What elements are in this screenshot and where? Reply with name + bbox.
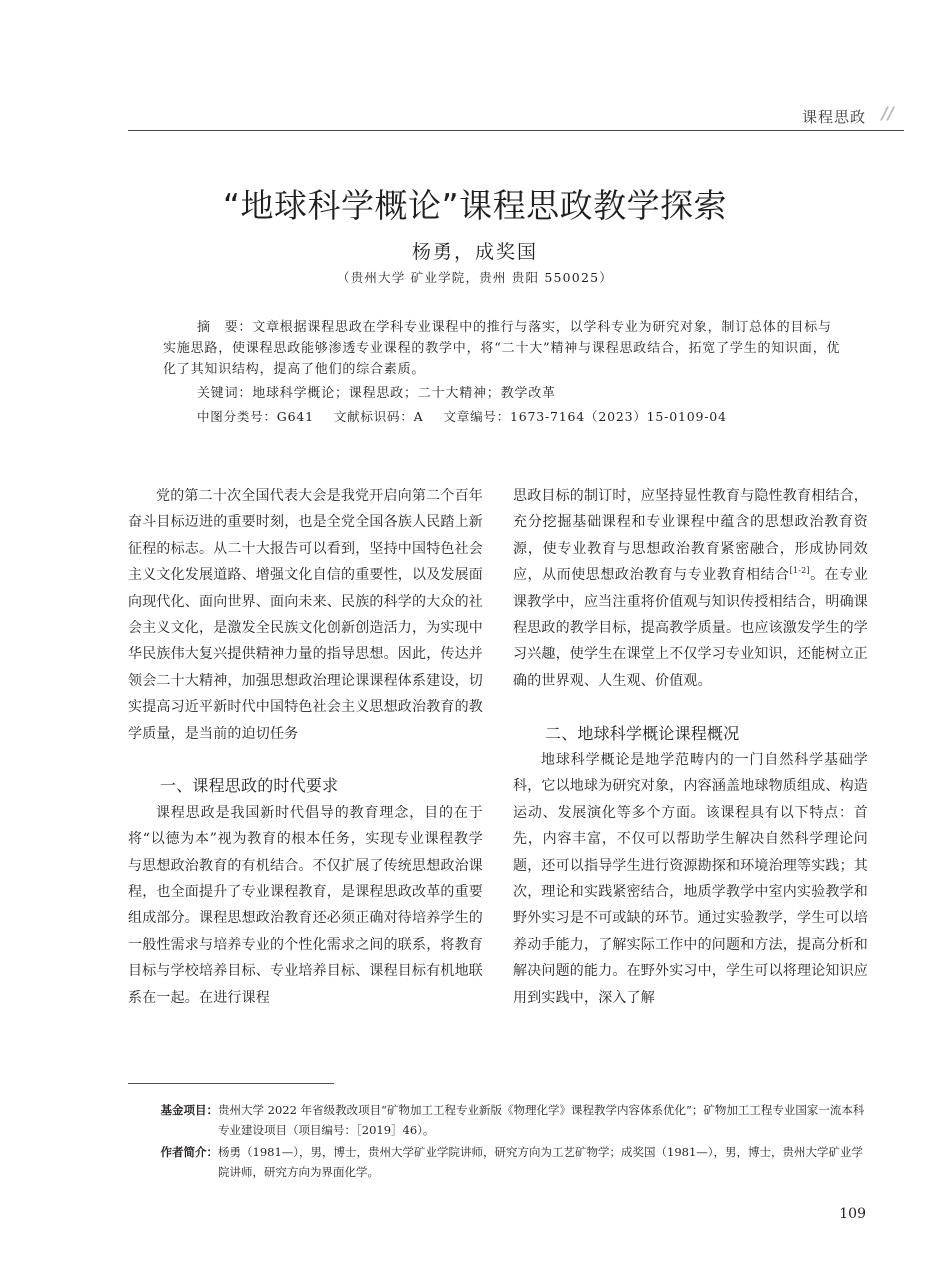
section-1-heading: 一、课程思政的时代要求 xyxy=(160,776,339,796)
classification-line xyxy=(197,406,847,427)
keywords-label: 关键词： xyxy=(197,386,253,401)
continued-text-a: 思政目标的制订时，应坚持显性教育与隐性教育相结合，充分挖掘基础课程和专业课程中蕴含的思想政治教育资源，使专业教育与思想政治教育紧密融合，形成协同效应，从而使思想政治教育与专业教育相结合 xyxy=(513,488,868,584)
document-code: 文献标识码：A xyxy=(333,409,424,424)
abstract-label: 摘 要： xyxy=(197,320,253,335)
keywords xyxy=(197,383,847,404)
article-title: “地球科学概论”课程思政教学探索 xyxy=(222,186,728,225)
section-2-heading: 二、地球科学概论课程概况 xyxy=(545,723,740,743)
footnote-rule xyxy=(128,1083,334,1084)
continued-text-b: 。在专业课教学中，应当注重将价值观与知识传授相结合，明确课程思政的教学目标，提高教学质量。也应该激发学生的学习兴趣，使学生在课堂上不仅学习专业知识，还能树立正确的世界观、人生观、价值观。 xyxy=(513,567,868,689)
article-authors: 杨勇，成奖国 xyxy=(411,241,538,263)
page-number: 109 xyxy=(839,1206,866,1222)
abstract xyxy=(163,317,845,380)
section-1-paragraph: 课程思政是我国新时代倡导的教育理念，目的在于将“以德为本”视为教育的根本任务，实现专业课程教学与思想政治教育的有机结合。不仅扩展了传统思想政治课程，也全面提升了专业课程教育，是课程思政改革的重要组成部分。课程思想政治教育还必须正确对待培养学生的一般性需求与培养专业的个性化需求之间的联系，将教育目标与学校培养目标、专业培养目标、课程目标有机地联系在一起。在进行课程 xyxy=(128,804,483,1006)
author-bio-label: 作者简介： xyxy=(160,1145,218,1159)
right-column xyxy=(513,483,868,1011)
keywords-text: 地球科学概论；课程思政；二十大精神；教学改革 xyxy=(252,386,556,401)
article-number: 文章编号：1673-7164（2023）15-0109-04 xyxy=(443,409,727,424)
header-rule xyxy=(128,130,904,131)
fund-text: 贵州大学 2022 年省级教改项目“矿物加工工程专业新版《物理化学》课程教学内容体系优化”；矿物加工工程专业国家一流本科专业建设项目（项目编号：［2019］46）。 xyxy=(218,1103,865,1137)
left-column xyxy=(128,483,483,1011)
citation-ref: [1-2] xyxy=(789,566,810,576)
fund-label: 基金项目： xyxy=(160,1103,218,1117)
author-affiliation: （贵州大学 矿业学院，贵州 贵阳 550025） xyxy=(337,270,613,285)
continued-paragraph xyxy=(513,483,868,694)
author-bio-text: 杨勇（1981—），男，博士，贵州大学矿业学院讲师，研究方向为工艺矿物学；成奖国（1981—），男，博士，贵州大学矿业学院讲师，研究方向为界面化学。 xyxy=(218,1145,864,1179)
journal-section-label: 课程思政 xyxy=(801,108,866,126)
clc-number: 中图分类号：G641 xyxy=(197,409,314,424)
abstract-text: 文章根据课程思政在学科专业课程中的推行与落实，以学科专业为研究对象，制订总体的目标与实施思路，使课程思政能够渗透专业课程的教学中，将“二十大”精神与课程思政结合，拓宽了学生的知识面，优化了其知识结构，提高了他们的综合素质。 xyxy=(163,320,841,377)
intro-paragraph: 党的第二十次全国代表大会是我党开启向第二个百年奋斗目标迈进的重要时刻，也是全党全国各族人民踏上新征程的标志。从二十大报告可以看到，坚持中国特色社会主义文化发展道路、增强文化自信的重要性，以及发展面向现代化、面向世界、面向未来、民族的科学的大众的社会主义文化，是激发全民族文化创新创造活力，为实现中华民族伟大复兴提供精神力量的指导思想。因此，传达并领会二十大精神，加强思想政治理论课课程体系建设，切实提高习近平新时代中国特色社会主义思想政治教育的教学质量，是当前的迫切任务 xyxy=(128,488,483,742)
section-2-paragraph: 地球科学概论是地学范畴内的一门自然科学基础学科，它以地球为研究对象，内容涵盖地球物质组成、构造运动、发展演化等多个方面。该课程具有以下特点：首先，内容丰富，不仅可以帮助学生解决自然科学理论问题，还可以指导学生进行资源勘探和环境治理等实践；其次，理论和实践紧密结合，地质学教学中室内实验教学和野外实习是不可或缺的环节。通过实验教学，学生可以培养动手能力，了解实际工作中的问题和方法，提高分析和解决问题的能力。在野外实习中，学生可以将理论知识应用到实践中，深入了解 xyxy=(513,752,868,1006)
fund-footnote xyxy=(128,1100,870,1140)
section-slash-mark: // xyxy=(881,104,894,124)
author-footnote xyxy=(128,1142,870,1182)
